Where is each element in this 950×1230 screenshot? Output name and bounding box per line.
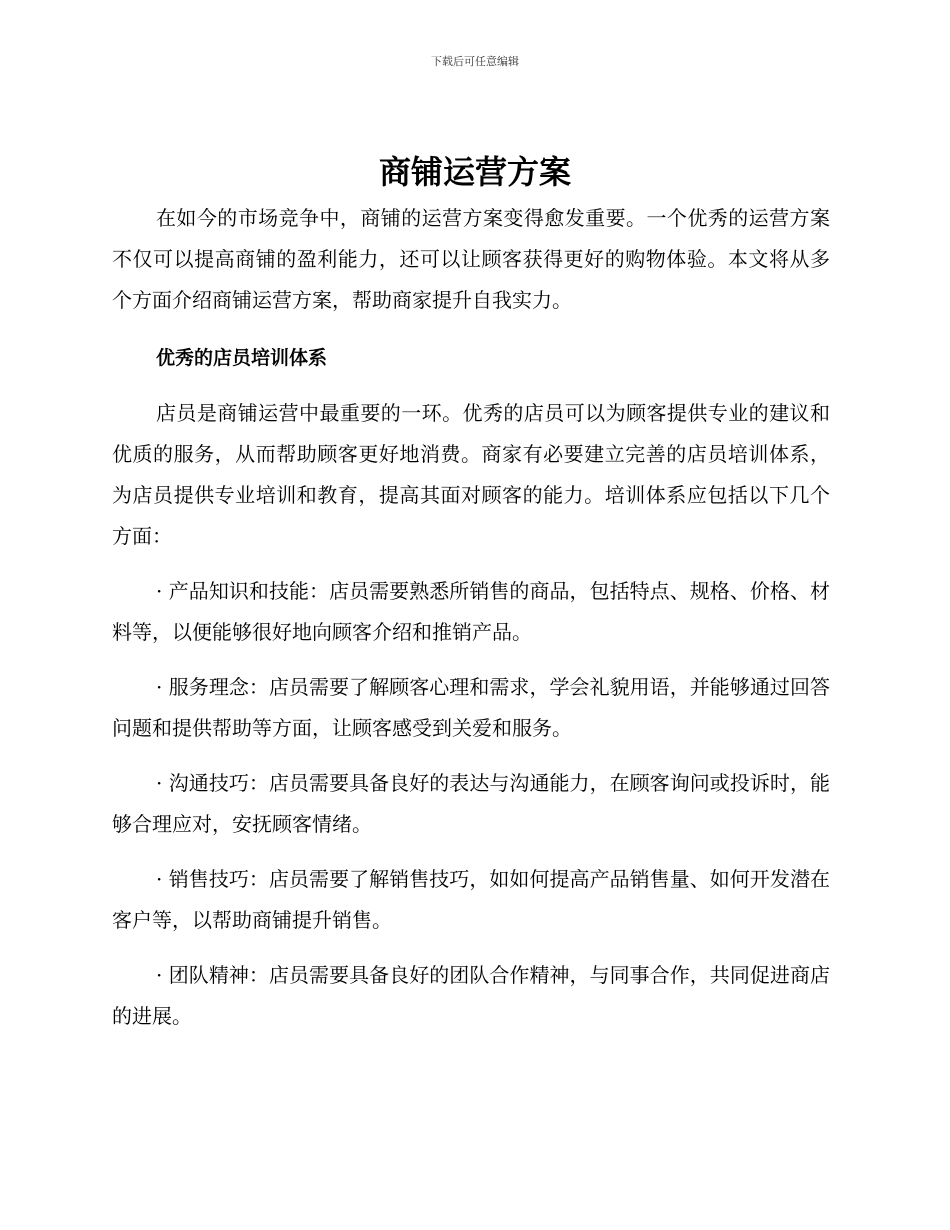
header-note: 下载后可任意编辑 <box>431 55 519 68</box>
intro-paragraph: 在如今的市场竞争中，商铺的运营方案变得愈发重要。一个优秀的运营方案不仅可以提高商铺的盈利能力，还可以让顾客获得更好的购物体验。本文将从多个方面介绍商铺运营方案，帮助商家提升自我实力。 <box>112 206 830 312</box>
list-item-communication: · 沟通技巧：店员需要具备良好的表达与沟通能力，在顾客询问或投诉时，能够合理应对，安抚顾客情绪。 <box>112 771 830 836</box>
list-item-team-spirit: · 团队精神：店员需要具备良好的团队合作精神，与同事合作，共同促进商店的进展。 <box>112 963 830 1028</box>
section-heading: 优秀的店员培训体系 <box>156 347 328 369</box>
list-item-service-concept: · 服务理念：店员需要了解顾客心理和需求，学会礼貌用语，并能够通过回答问题和提供帮助等方面，让顾客感受到关爱和服务。 <box>112 675 830 740</box>
document-title: 商铺运营方案 <box>378 153 571 191</box>
section-paragraph: 店员是商铺运营中最重要的一环。优秀的店员可以为顾客提供专业的建议和优质的服务，从而帮助顾客更好地消费。商家有必要建立完善的店员培训体系，为店员提供专业培训和教育，提高其面对顾客的能力。培训体系应包括以下几个方面： <box>112 401 830 548</box>
list-item-sales-skills: · 销售技巧：店员需要了解销售技巧，如如何提高产品销售量、如何开发潜在客户等，以帮助商铺提升销售。 <box>112 867 830 932</box>
document-body <box>112 198 830 1037</box>
list-item-product-knowledge: · 产品知识和技能：店员需要熟悉所销售的商品，包括特点、规格、价格、材料等，以便能够很好地向顾客介绍和推销产品。 <box>112 579 830 644</box>
